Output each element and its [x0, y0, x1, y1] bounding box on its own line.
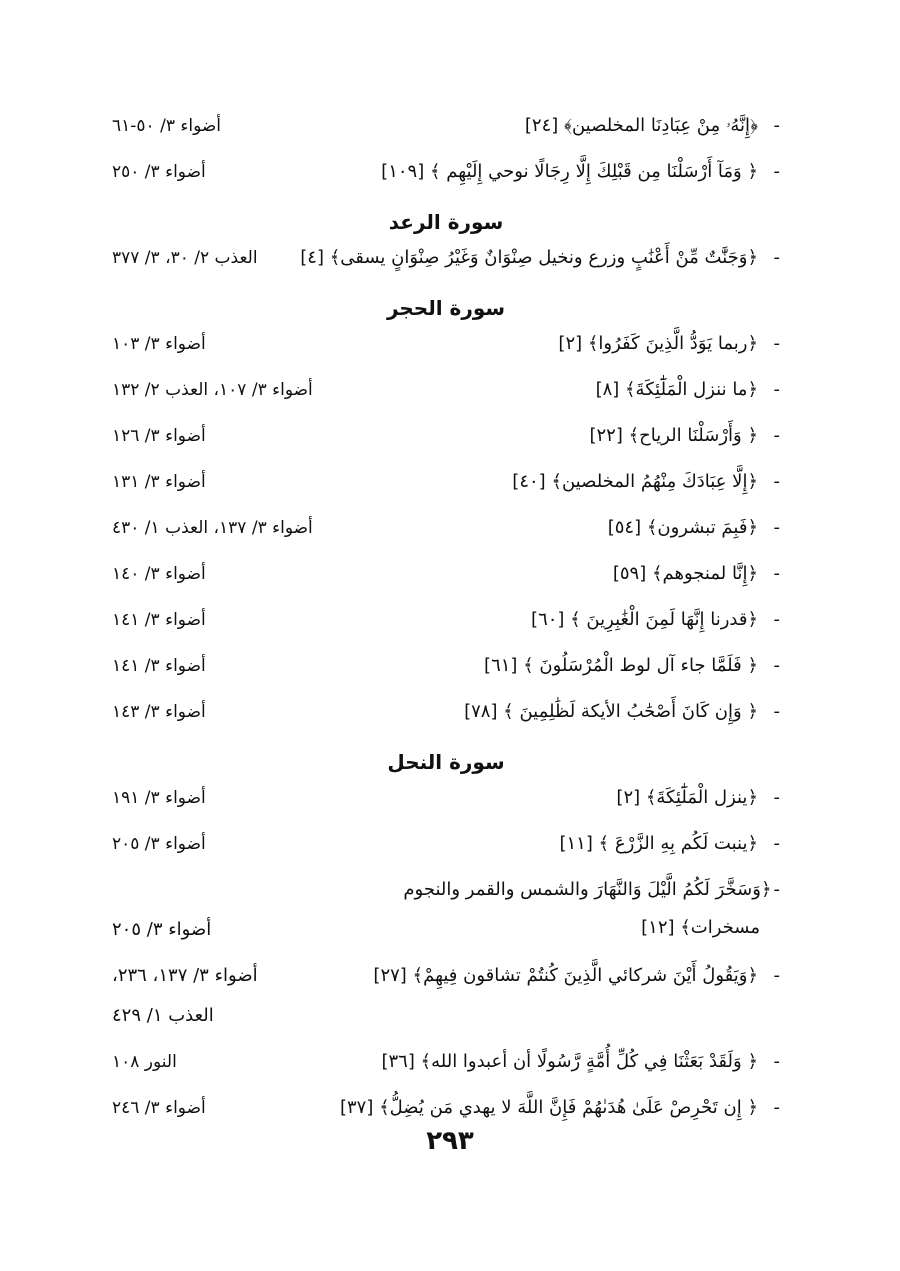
index-page: [112, 112, 780, 1140]
entry-dash: -: [773, 965, 780, 986]
surah-heading-hijr: سورة الحجر: [386, 296, 506, 320]
verse-text: ﴿إِنَّهُۥ مِنْ عِبَادِنَا المخلصين﴾ [٢٤]: [524, 115, 758, 136]
verse-text: ﴿فَبِمَ تبشرون﴾ [٥٤]: [607, 517, 758, 538]
verse-text: ﴿إِلَّا عِبَادَكَ مِنْهُمُ المخلصين﴾ [٤٠]: [512, 471, 758, 492]
reference: العذب ٢/ ٣٠، ٣/ ٣٧٧: [112, 248, 258, 268]
reference: أضواء ٣/ ١٠٧، العذب ٢/ ١٣٢: [112, 380, 313, 400]
entry-dash: -: [773, 379, 780, 400]
verse-text: ﴿ما ننزل الْمَلَٰٓئِكَةَ﴾ [٨]: [595, 379, 758, 400]
reference: النور ١٠٨: [112, 1052, 177, 1072]
entry-dash: -: [773, 471, 780, 492]
entry-dash: -: [773, 1051, 780, 1072]
index-entry: [112, 514, 780, 560]
reference-line1: أضواء ٣/ ١٣٧، ٢٣٦،: [112, 965, 258, 986]
index-entry: [112, 560, 780, 606]
index-entry: [112, 606, 780, 652]
reference: أضواء ٣/ ١٩١: [112, 788, 206, 808]
index-entry: [112, 468, 780, 514]
reference: أضواء ٣/ ٢٤٦: [112, 1098, 206, 1118]
index-entry-multiline: [112, 962, 780, 1048]
index-entry: [112, 244, 780, 290]
verse-text: ﴿ وَإِن كَانَ أَصْحَٰبُ الأيكة لَظَٰلِمِينَ ﴾ [٧٨]: [464, 701, 758, 722]
reference: أضواء ٣/ ١٠٣: [112, 334, 206, 354]
entry-dash: -: [773, 879, 780, 900]
verse-text: ﴿قدرنا إِنَّهَا لَمِنَ الْغَٰبِرِينَ ﴾ [٦٠]: [531, 609, 758, 630]
entry-dash: -: [773, 1097, 780, 1118]
entry-dash: -: [773, 517, 780, 538]
surah-heading-raad: سورة الرعد: [388, 210, 504, 234]
verse-text: ﴿ إِن تَحْرِصْ عَلَىٰ هُدَىٰهُمْ فَإِنَّ اللَّهَ لا يهدي مَن يُضِلُّ﴾ [٣٧]: [339, 1097, 758, 1118]
reference: أضواء ٣/ ٢٠٥: [112, 834, 206, 854]
entry-dash: -: [773, 701, 780, 722]
entry-dash: -: [773, 563, 780, 584]
verse-text: ﴿ وَمَآ أَرْسَلْنَا مِن قَبْلِكَ إِلَّا رِجَالًا نوحي إِلَيْهِم ﴾ [١٠٩]: [381, 161, 758, 182]
entry-dash: -: [773, 609, 780, 630]
verse-text-line2: مسخرات﴾ [١٢]: [641, 917, 760, 938]
verse-text: ﴿وَيَقُولُ أَيْنَ شركائي الَّذِينَ كُنتُمْ تشاقون فِيهِمْ﴾ [٢٧]: [373, 965, 758, 986]
entry-dash: -: [773, 425, 780, 446]
entry-dash: -: [773, 247, 780, 268]
verse-text: ﴿إِنَّا لمنجوهم﴾ [٥٩]: [612, 563, 758, 584]
reference: أضواء ٣/ ٥٠-٦١: [112, 116, 222, 136]
reference: أضواء ٣/ ١٤١: [112, 656, 206, 676]
index-entry: [112, 830, 780, 876]
page-number: ٢٩٣: [426, 1126, 474, 1156]
index-entry: [112, 376, 780, 422]
index-entry: [112, 330, 780, 376]
reference: أضواء ٣/ ١٤٣: [112, 702, 206, 722]
verse-text: ﴿ وَأَرْسَلْنَا الرياح﴾ [٢٢]: [589, 425, 758, 446]
entry-dash: -: [773, 655, 780, 676]
index-entry: [112, 784, 780, 830]
entry-dash: -: [773, 833, 780, 854]
verse-text: ﴿ينزل الْمَلَٰٓئِكَةَ﴾ [٢]: [616, 787, 758, 808]
index-entry: [112, 1048, 780, 1094]
reference: أضواء ٣/ ٢٥٠: [112, 162, 206, 182]
reference: أضواء ٣/ ١٤٠: [112, 564, 206, 584]
verse-text: ﴿ربما يَوَدُّ الَّذِينَ كَفَرُوا﴾ [٢]: [558, 333, 758, 354]
index-entry: [112, 422, 780, 468]
entry-dash: -: [773, 115, 780, 136]
verse-text: ﴿ينبت لَكُم بِهِ الزَّرْعَ ﴾ [١١]: [559, 833, 758, 854]
index-entry: [112, 158, 780, 204]
reference: أضواء ٣/ ١٢٦: [112, 426, 206, 446]
index-entry: [112, 698, 780, 744]
index-entry: [112, 112, 780, 158]
reference: أضواء ٣/ ٢٠٥: [112, 919, 212, 940]
surah-heading-nahl: سورة النحل: [387, 750, 505, 774]
verse-text-line1: ﴿وَسَخَّرَ لَكُمُ الَّيْلَ وَالنَّهَارَ والشمس والقمر والنجوم: [403, 879, 772, 900]
entry-dash: -: [773, 333, 780, 354]
entry-dash: -: [773, 161, 780, 182]
reference: أضواء ٣/ ١٣١: [112, 472, 206, 492]
entry-dash: -: [773, 787, 780, 808]
reference: أضواء ٣/ ١٤١: [112, 610, 206, 630]
verse-text: ﴿ فَلَمَّا جاء آل لوط الْمُرْسَلُونَ ﴾ [٦١]: [484, 655, 758, 676]
verse-text: ﴿وَجَنَّٰتٌ مِّنْ أَعْنَٰبٍ وزرع ونخيل صِنْوَانٌ وَغَيْرُ صِنْوَانٍ يسقى﴾ [٤]: [300, 247, 758, 268]
reference: أضواء ٣/ ١٣٧، العذب ١/ ٤٣٠: [112, 518, 313, 538]
reference-line2: العذب ١/ ٤٢٩: [112, 1005, 214, 1026]
verse-text: ﴿ وَلَقَدْ بَعَثْنَا فِي كُلِّ أُمَّةٍ رَّسُولًا أن أعبدوا الله﴾ [٣٦]: [381, 1051, 758, 1072]
index-entry: [112, 652, 780, 698]
index-entry-multiline: [112, 876, 780, 962]
